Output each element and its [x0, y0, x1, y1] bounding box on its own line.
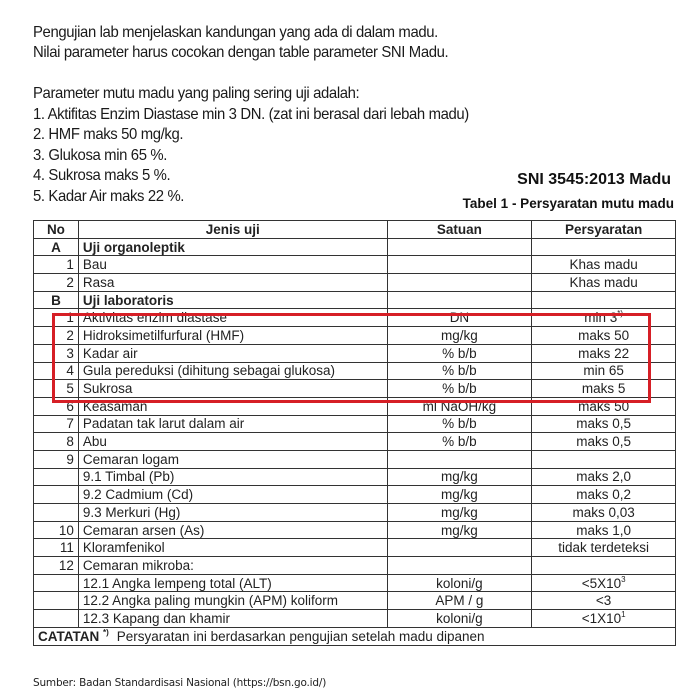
superscript: 3: [621, 574, 626, 584]
cell-persyaratan-text: <1X10: [581, 610, 622, 626]
catatan-text: Persyaratan ini berdasarkan pengujian setelah madu dipanen: [116, 628, 485, 644]
cell-jenis-uji: [78, 380, 387, 398]
table-row: [34, 592, 676, 610]
table-caption: Tabel 1 - Persyaratan mutu madu: [462, 196, 674, 211]
cell-persyaratan: [532, 344, 676, 362]
cell-satuan-text: % b/b: [442, 345, 477, 361]
cell-satuan-text: mg/kg: [441, 504, 478, 520]
cell-persyaratan-text: <5X10: [581, 575, 622, 591]
cell-no-text: 9: [66, 451, 74, 467]
cell-satuan: [387, 486, 532, 504]
cell-satuan: [387, 433, 532, 451]
cell-satuan: [387, 291, 532, 309]
cell-jenis-uji-text: Cemaran mikroba:: [82, 557, 194, 573]
cell-jenis-uji-text: Uji laboratoris: [82, 292, 174, 308]
cell-persyaratan: [532, 291, 676, 309]
parameter-heading: Parameter mutu madu yang paling sering uji adalah:: [33, 85, 360, 102]
table-row: [34, 397, 676, 415]
cell-persyaratan-text: maks 0,5: [576, 434, 632, 450]
parameter-list: [33, 84, 469, 207]
cell-persyaratan: [532, 380, 676, 398]
parameter-item: 1. Aktifitas Enzim Diastase min 3 DN. (zat ini berasal dari lebah madu): [33, 105, 469, 123]
cell-no: [34, 521, 79, 539]
cell-no-text: 8: [66, 434, 74, 450]
cell-jenis-uji: [78, 468, 387, 486]
cell-jenis-uji-text: Cemaran logam: [82, 451, 179, 467]
cell-no-text: 11: [59, 540, 74, 556]
cell-persyaratan-text: maks 50: [578, 398, 630, 414]
cell-persyaratan: [532, 238, 676, 256]
cell-satuan: [387, 238, 532, 256]
cell-jenis-uji-text: Padatan tak larut dalam air: [82, 416, 245, 432]
cell-no: [34, 557, 79, 575]
cell-satuan-text: % b/b: [442, 363, 477, 379]
cell-persyaratan-text: maks 2,0: [576, 469, 632, 485]
cell-satuan-text: % b/b: [442, 381, 477, 397]
cell-satuan: [387, 397, 532, 415]
cell-satuan: [387, 274, 532, 292]
cell-persyaratan-text: tidak terdeteksi: [558, 540, 650, 556]
cell-persyaratan-text: maks 22: [578, 345, 630, 361]
cell-jenis-uji: [78, 344, 387, 362]
table-row: [34, 504, 676, 522]
cell-persyaratan-text: maks 0,2: [576, 487, 632, 503]
cell-jenis-uji: [78, 327, 387, 345]
cell-satuan-text: koloni/g: [436, 610, 483, 626]
parameter-item: 4. Sukrosa maks 5 %.: [33, 167, 171, 184]
cell-jenis-uji: [78, 504, 387, 522]
cell-no: [34, 539, 79, 557]
cell-no-text: B: [51, 292, 61, 308]
cell-no: [34, 592, 79, 610]
cell-persyaratan-text: Khas madu: [569, 274, 638, 290]
cell-no-text: 5: [66, 381, 74, 397]
cell-jenis-uji: [78, 521, 387, 539]
table-row: [34, 274, 676, 292]
cell-persyaratan: [532, 574, 676, 592]
cell-persyaratan-text: maks 0,03: [572, 504, 635, 520]
catatan-label-text: CATATAN: [38, 628, 100, 644]
cell-jenis-uji: [78, 592, 387, 610]
cell-satuan: [387, 415, 532, 433]
cell-jenis-uji-text: Kloramfenikol: [82, 540, 165, 556]
cell-no-text: 2: [66, 327, 74, 343]
cell-no: [34, 362, 79, 380]
cell-satuan: [387, 344, 532, 362]
cell-persyaratan: [532, 327, 676, 345]
cell-jenis-uji-text: Uji organoleptik: [82, 239, 185, 255]
cell-satuan: [387, 362, 532, 380]
table-body: [34, 238, 676, 627]
cell-no: [34, 397, 79, 415]
cell-persyaratan-text: maks 50: [578, 327, 630, 343]
cell-persyaratan: [532, 504, 676, 522]
header-satuan: Satuan: [387, 221, 532, 239]
cell-no-text: 4: [66, 363, 74, 379]
table-row: [34, 362, 676, 380]
cell-no: [34, 415, 79, 433]
cell-persyaratan: [532, 433, 676, 451]
catatan-row: [34, 627, 676, 645]
cell-jenis-uji-text: 12.3 Kapang dan khamir: [82, 610, 230, 626]
cell-no-text: 7: [66, 416, 74, 432]
cell-persyaratan: [532, 610, 676, 628]
cell-no: [34, 574, 79, 592]
cell-satuan: [387, 539, 532, 557]
intro-text: [33, 23, 448, 63]
cell-satuan: [387, 327, 532, 345]
cell-jenis-uji-text: Rasa: [82, 274, 115, 290]
cell-persyaratan-text: min 65: [583, 363, 624, 379]
table-row: [34, 344, 676, 362]
cell-no: [34, 380, 79, 398]
cell-satuan: [387, 574, 532, 592]
cell-satuan-text: APM / g: [435, 593, 484, 609]
cell-jenis-uji: [78, 450, 387, 468]
cell-persyaratan: [532, 539, 676, 557]
table-row: [34, 380, 676, 398]
table-row: [34, 574, 676, 592]
cell-no-text: A: [51, 239, 61, 255]
cell-no: [34, 291, 79, 309]
cell-jenis-uji-text: Keasaman: [82, 398, 148, 414]
table-section-row: [34, 238, 676, 256]
cell-persyaratan: [532, 362, 676, 380]
cell-persyaratan: [532, 309, 676, 327]
cell-satuan: [387, 610, 532, 628]
superscript: 1: [621, 609, 626, 619]
cell-persyaratan-text: Khas madu: [569, 257, 638, 273]
superscript: *): [617, 309, 624, 319]
cell-no: [34, 256, 79, 274]
cell-persyaratan: [532, 557, 676, 575]
cell-no: [34, 486, 79, 504]
table-header-row: [34, 221, 676, 239]
intro-line: Pengujian lab menjelaskan kandungan yang ada di dalam madu.: [33, 24, 438, 41]
cell-no: [34, 468, 79, 486]
cell-persyaratan-text: maks 0,5: [576, 416, 632, 432]
cell-no: [34, 504, 79, 522]
cell-persyaratan: [532, 274, 676, 292]
intro-line: Nilai parameter harus cocokan dengan table parameter SNI Madu.: [33, 44, 449, 61]
cell-satuan-text: mg/kg: [441, 327, 478, 343]
cell-jenis-uji-text: Gula pereduksi (dihitung sebagai glukosa): [82, 363, 336, 379]
cell-jenis-uji-text: Kadar air: [82, 345, 138, 361]
cell-satuan: [387, 468, 532, 486]
cell-persyaratan: [532, 256, 676, 274]
table-row: [34, 450, 676, 468]
parameter-item: 2. HMF maks 50 mg/kg.: [33, 126, 184, 143]
cell-jenis-uji-text: 9.3 Merkuri (Hg): [82, 504, 181, 520]
source-citation: Sumber: Badan Standardisasi Nasional (https://bsn.go.id/): [33, 677, 327, 689]
standard-title: SNI 3545:2013 Madu: [517, 171, 671, 188]
cell-satuan: [387, 450, 532, 468]
honey-quality-table: [33, 220, 676, 646]
cell-satuan-text: % b/b: [442, 416, 477, 432]
cell-persyaratan-text: maks 1,0: [576, 522, 632, 538]
cell-no-text: 10: [58, 522, 74, 538]
cell-persyaratan: [532, 521, 676, 539]
cell-no-text: 12: [58, 557, 74, 573]
cell-persyaratan: [532, 397, 676, 415]
cell-satuan: [387, 557, 532, 575]
cell-no: [34, 309, 79, 327]
cell-satuan-text: mg/kg: [441, 487, 478, 503]
cell-satuan-text: % b/b: [442, 434, 477, 450]
cell-jenis-uji-text: Aktivitas enzim diastase: [82, 310, 227, 326]
cell-jenis-uji-text: Abu: [82, 434, 107, 450]
cell-jenis-uji-text: 12.1 Angka lempeng total (ALT): [82, 575, 272, 591]
cell-persyaratan: [532, 486, 676, 504]
cell-no: [34, 238, 79, 256]
catatan-footnote-mark: *): [103, 627, 109, 637]
table-row: [34, 486, 676, 504]
cell-no: [34, 450, 79, 468]
cell-persyaratan: [532, 450, 676, 468]
cell-persyaratan-text: maks 5: [581, 381, 626, 397]
cell-jenis-uji: [78, 256, 387, 274]
header-persyaratan: Persyaratan: [532, 221, 676, 239]
table-row: [34, 521, 676, 539]
cell-jenis-uji: [78, 415, 387, 433]
cell-no-text: 2: [66, 274, 74, 290]
cell-no: [34, 274, 79, 292]
catatan-label: [38, 629, 109, 644]
cell-jenis-uji: [78, 238, 387, 256]
cell-satuan: [387, 592, 532, 610]
cell-jenis-uji: [78, 433, 387, 451]
cell-jenis-uji: [78, 274, 387, 292]
table-row: [34, 539, 676, 557]
table-row: [34, 415, 676, 433]
cell-jenis-uji-text: 12.2 Angka paling mungkin (APM) koliform: [82, 593, 339, 609]
cell-satuan: [387, 521, 532, 539]
table-row: [34, 256, 676, 274]
cell-jenis-uji-text: Hidroksimetilfurfural (HMF): [82, 327, 245, 343]
cell-persyaratan: [532, 415, 676, 433]
cell-satuan: [387, 256, 532, 274]
header-jenis-uji: Jenis uji: [78, 221, 387, 239]
cell-satuan: [387, 504, 532, 522]
cell-no-text: 3: [66, 345, 74, 361]
table-row: [34, 433, 676, 451]
cell-no-text: 1: [66, 310, 74, 326]
header-no: No: [34, 221, 79, 239]
cell-no: [34, 433, 79, 451]
cell-jenis-uji: [78, 539, 387, 557]
cell-jenis-uji: [78, 486, 387, 504]
cell-satuan-text: DN: [449, 310, 470, 326]
cell-jenis-uji-text: 9.1 Timbal (Pb): [82, 469, 175, 485]
cell-persyaratan: [532, 592, 676, 610]
cell-jenis-uji: [78, 362, 387, 380]
cell-no: [34, 327, 79, 345]
cell-satuan: [387, 309, 532, 327]
cell-jenis-uji: [78, 574, 387, 592]
cell-satuan: [387, 380, 532, 398]
cell-jenis-uji: [78, 610, 387, 628]
table-row: [34, 610, 676, 628]
cell-satuan-text: mg/kg: [441, 522, 478, 538]
cell-jenis-uji: [78, 397, 387, 415]
cell-jenis-uji-text: Bau: [82, 257, 107, 273]
cell-jenis-uji-text: 9.2 Cadmium (Cd): [82, 487, 194, 503]
table-row: [34, 309, 676, 327]
cell-jenis-uji: [78, 557, 387, 575]
table-row: [34, 557, 676, 575]
table-row: [34, 468, 676, 486]
cell-jenis-uji: [78, 309, 387, 327]
catatan-cell: [34, 627, 676, 645]
cell-jenis-uji: [78, 291, 387, 309]
parameter-item: 5. Kadar Air maks 22 %.: [33, 187, 185, 205]
cell-persyaratan-text: min 3: [584, 310, 618, 326]
cell-persyaratan-text: <3: [595, 593, 612, 609]
cell-jenis-uji-text: Cemaran arsen (As): [82, 522, 205, 538]
cell-satuan-text: mg/kg: [441, 469, 478, 485]
table-section-row: [34, 291, 676, 309]
cell-satuan-text: koloni/g: [436, 575, 483, 591]
cell-persyaratan: [532, 468, 676, 486]
cell-no-text: 1: [66, 257, 74, 273]
cell-no-text: 6: [66, 398, 74, 414]
parameter-item: 3. Glukosa min 65 %.: [33, 146, 167, 164]
cell-no: [34, 610, 79, 628]
cell-satuan-text: ml NaOH/kg: [422, 398, 497, 414]
cell-no: [34, 344, 79, 362]
table-row: [34, 327, 676, 345]
cell-jenis-uji-text: Sukrosa: [82, 381, 133, 397]
